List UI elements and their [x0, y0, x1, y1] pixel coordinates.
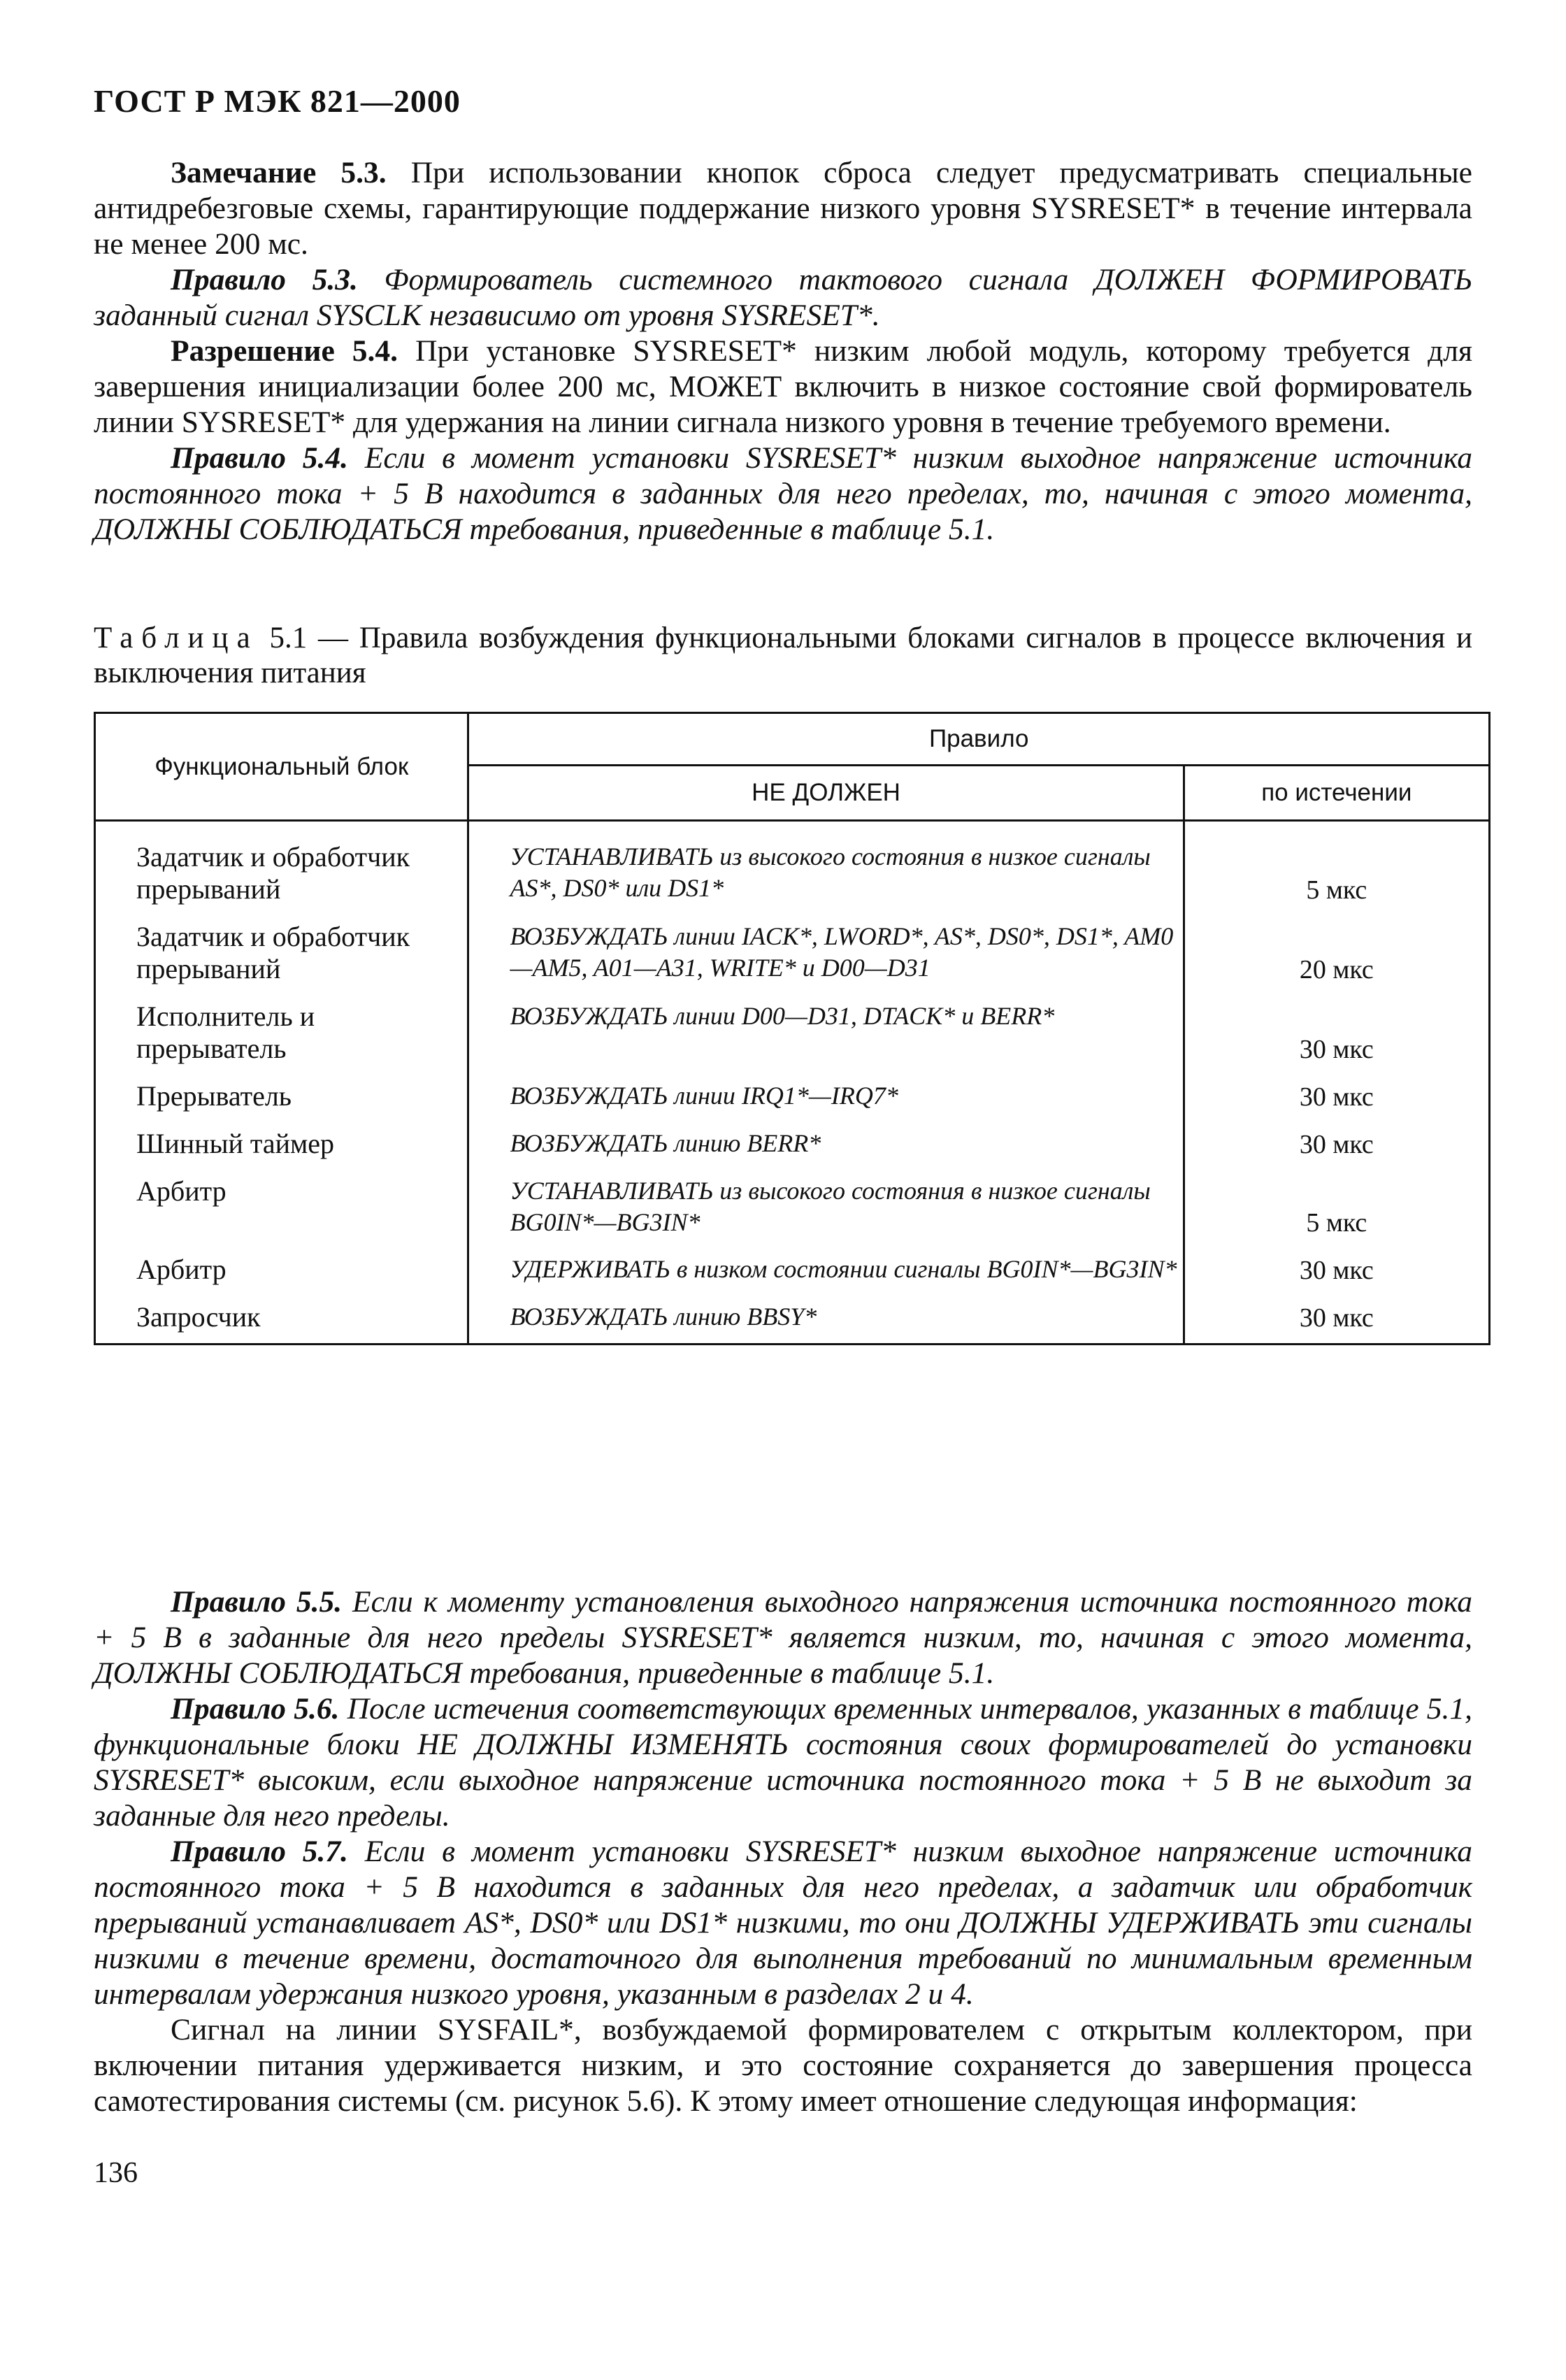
paragraph-text: Если в момент установки SYSRESET* низким выходное напряжение источника постоянного тока + 5 В находится в заданных для него пределах, то, начиная с этого момента, ДОЛЖНЫ СОБЛЮДАТЬСЯ требования, приведенные в таблице 5.1. — [94, 441, 1472, 546]
paragraph-rule-5-7 — [94, 1834, 1472, 2012]
paragraph-note-5-3 — [94, 155, 1472, 262]
column-header-must-not: НЕ ДОЛЖЕН — [468, 766, 1184, 821]
signals-table — [94, 712, 1490, 1345]
paragraph-permission-5-4 — [94, 334, 1472, 440]
table-row — [95, 1065, 1490, 1112]
table-caption-label: Таблица — [94, 622, 259, 654]
cell-block: Исполнитель и прерыватель — [95, 985, 468, 1065]
text-block-top — [94, 155, 1472, 547]
cell-time: 20 мкс — [1184, 905, 1489, 985]
table-row — [95, 1112, 1490, 1160]
paragraph-lead: Правило 5.3. — [171, 263, 358, 296]
table-row — [95, 905, 1490, 985]
paragraph-text: При установке SYSRESET* низким любой модуль, которому требуется для завершения инициализации более 200 мс, МОЖЕТ включить в низкое состояние свой формирователь линии SYSRESET* для удержания на линии сигнала низкого уровня в течение требуемого времени. — [94, 334, 1472, 439]
cell-block: Задатчик и обработчик прерываний — [95, 905, 468, 985]
text-block-bottom — [94, 1584, 1472, 2119]
page-number: 136 — [94, 2157, 138, 2189]
paragraph-rule-5-6 — [94, 1691, 1472, 1834]
cell-time: 30 мкс — [1184, 985, 1489, 1065]
cell-rule: ВОЗБУЖДАТЬ линии D00—D31, DTACK* и BERR* — [468, 985, 1184, 1065]
cell-block: Арбитр — [95, 1238, 468, 1286]
cell-block: Задатчик и обработчик прерываний — [95, 821, 468, 906]
paragraph-sysfail — [94, 2012, 1472, 2119]
cell-rule: УСТАНАВЛИВАТЬ из высокого состояния в низкое сигналы AS*, DS0* или DS1* — [468, 821, 1184, 906]
paragraph-text: При использовании кнопок сброса следует предусматривать специальные антидребезговые схемы, гарантирующие поддержание низкого уровня SYSRESET* в течение интервала не менее 200 мс. — [94, 156, 1472, 261]
cell-time: 30 мкс — [1184, 1286, 1489, 1345]
paragraph-lead: Правило 5.7. — [171, 1835, 349, 1868]
table-row — [95, 821, 1490, 906]
paragraph-text: Если в момент установки SYSRESET* низким выходное напряжение источника постоянного тока + 5 В находится в заданных для него пределах, а задатчик или обработчик прерываний устанавливает AS*, DS0* или DS1* низкими, то они ДОЛЖНЫ УДЕРЖИВАТЬ эти сигналы низкими в течение времени, достаточного для выполнения требований по минимальным временным интервалам удержания низкого уровня, указанным в разделах 2 и 4. — [94, 1835, 1472, 2011]
paragraph-rule-5-5 — [94, 1584, 1472, 1691]
paragraph-rule-5-4 — [94, 440, 1472, 547]
table-caption-text: 5.1 — Правила возбуждения функциональными блоками сигналов в процессе включения и выключения питания — [94, 622, 1472, 689]
cell-time: 30 мкс — [1184, 1238, 1489, 1286]
cell-block: Запросчик — [95, 1286, 468, 1345]
column-header-block: Функциональный блок — [95, 713, 468, 821]
cell-rule: ВОЗБУЖДАТЬ линию BBSY* — [468, 1286, 1184, 1345]
table-row — [95, 1238, 1490, 1286]
cell-time: 30 мкс — [1184, 1065, 1489, 1112]
paragraph-text: После истечения соответствующих временных интервалов, указанных в таблице 5.1, функциональные блоки НЕ ДОЛЖНЫ ИЗМЕНЯТЬ состояния своих формирователей до установки SYSRESET* высоким, если выходное напряжение источника постоянного тока + 5 В не выходит за заданные для него пределы. — [94, 1692, 1472, 1833]
column-header-after: по истечении — [1184, 766, 1489, 821]
paragraph-text: Если к моменту установления выходного напряжения источника постоянного тока + 5 В в заданные для него пределы SYSRESET* является низким, то, начиная с этого момента, ДОЛЖНЫ СОБЛЮДАТЬСЯ требования, приведенные в таблице 5.1. — [94, 1585, 1472, 1690]
table-row — [95, 985, 1490, 1065]
cell-block: Арбитр — [95, 1160, 468, 1238]
cell-rule: ВОЗБУЖДАТЬ линию BERR* — [468, 1112, 1184, 1160]
cell-time: 5 мкс — [1184, 1160, 1489, 1238]
paragraph-lead: Разрешение 5.4. — [171, 334, 398, 368]
paragraph-text: Формирователь системного тактового сигнала ДОЛЖЕН ФОРМИРОВАТЬ заданный сигнал SYSCLK независимо от уровня SYSRESET*. — [94, 263, 1472, 332]
paragraph-lead: Замечание 5.3. — [171, 156, 387, 189]
table-row — [95, 1286, 1490, 1345]
column-group-header-rule: Правило — [468, 713, 1490, 766]
document-header: ГОСТ Р МЭК 821—2000 — [94, 83, 461, 119]
cell-block: Шинный таймер — [95, 1112, 468, 1160]
cell-rule: УСТАНАВЛИВАТЬ из высокого состояния в низкое сигналы BG0IN*—BG3IN* — [468, 1160, 1184, 1238]
paragraph-text: Сигнал на линии SYSFAIL*, возбуждаемой формирователем с открытым коллектором, при включении питания удерживается низким, и это состояние сохраняется до завершения процесса самотестирования системы (см. рисунок 5.6). К этому имеет отношение следующая информация: — [94, 2013, 1472, 2118]
cell-time: 5 мкс — [1184, 821, 1489, 906]
paragraph-lead: Правило 5.4. — [171, 441, 349, 475]
cell-rule: ВОЗБУЖДАТЬ линии IRQ1*—IRQ7* — [468, 1065, 1184, 1112]
cell-block: Прерыватель — [95, 1065, 468, 1112]
table-row — [95, 1160, 1490, 1238]
table-caption — [94, 621, 1472, 691]
paragraph-rule-5-3 — [94, 262, 1472, 334]
cell-rule: ВОЗБУЖДАТЬ линии IACK*, LWORD*, AS*, DS0*, DS1*, AM0—AM5, A01—A31, WRITE* и D00—D31 — [468, 905, 1184, 985]
paragraph-lead: Правило 5.5. — [171, 1585, 343, 1619]
cell-rule: УДЕРЖИВАТЬ в низком состоянии сигналы BG0IN*—BG3IN* — [468, 1238, 1184, 1286]
cell-time: 30 мкс — [1184, 1112, 1489, 1160]
paragraph-lead: Правило 5.6. — [171, 1692, 340, 1726]
